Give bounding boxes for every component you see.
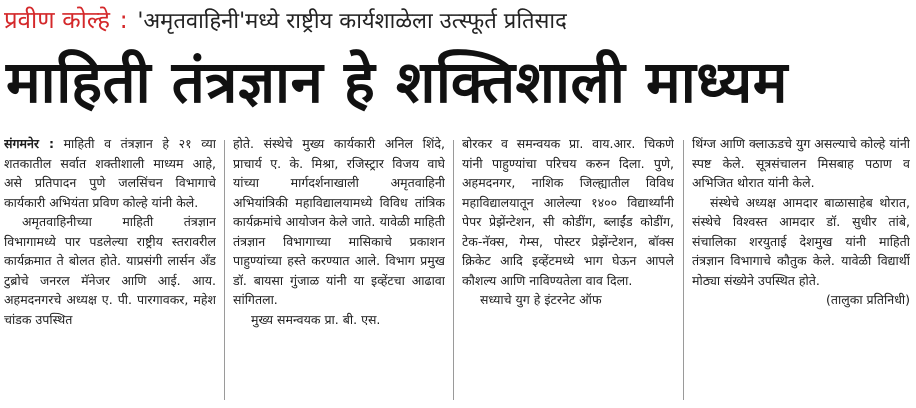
reporter-credit: (तालुका प्रतिनिधी) — [826, 292, 910, 307]
article-column-2 — [233, 134, 445, 406]
article-column-3 — [462, 134, 674, 406]
paragraph-text: अमृतवाहिनीच्या माहिती तंत्रज्ञान विभागामध्ये पार पडलेल्या राष्ट्रीय स्तरावरील कार्यक्रमात ते बोलत होते. याप्रसंगी लार्सन अँड टुब्रोचे जनरल मॅनेजर आणि आई. आय. अहमदनगरचे अध्यक्ष ए. पी. पारगावकर, महेश चांडक उपस्थित — [4, 214, 216, 327]
kicker-separator: : — [119, 6, 128, 34]
paragraph-text: बोरकर व समन्वयक प्रा. वाय.आर. चिकणे यांनी पाहुण्यांचा परिचय करुन दिला. पुणे, अहमदनगर, नाशिक जिल्ह्यातील विविध महाविद्यालयातून आलेल्या १४०० विद्यार्थ्यांनी पेपर प्रेझेंन्टेशन, सी कोडींग, ब्लाईंड कोडींग, टेक-नॅक्स, गेम्स, पोस्टर प्रेझेंन्टेशन, बॉक्स क्रिकेट आदि इव्हेंटमध्ये भाग घेऊन आपले कौशल्य आणि नाविण्यतेला वाव दिला. — [462, 136, 674, 288]
paragraph-text: माहिती व तंत्रज्ञान हे २१ व्या शतकातील सर्वात शक्तीशाली माध्यम आहे, असे प्रतिपादन पुणे जलसिंचन विभागाचे कार्यकारी अभियंता प्रविण कोल्हे यांनी केले. — [4, 136, 216, 210]
paragraph-text: संस्थेचे अध्यक्ष आमदार बाळासाहेब थोरात, संस्थेचे विश्वस्त आमदार डॉ. सुधीर तांबे, संचालिका शरयुताई देशमुख यांनी माहिती तंत्रज्ञान विभागाचे कौतुक केले. यावेळी विद्यार्थी मोठ्या संख्येने उपस्थित होते. — [692, 194, 910, 288]
article-body — [4, 134, 912, 406]
dateline: संगमनेर : — [4, 136, 54, 151]
paragraph-text: मुख्य समन्वयक प्रा. बी. एस. — [251, 311, 381, 327]
article-column-4 — [692, 134, 910, 406]
article-column-1 — [4, 134, 216, 406]
paragraph-text: होते. संस्थेचे मुख्य कार्यकारी अनिल शिंदे, प्राचार्य ए. के. मिश्रा, रजिस्ट्रार विजय वाघे यांच्या मार्गदर्शनाखाली अमृतवाहिनी अभियांत्रिकी महाविद्यालयामध्ये विविध तांत्रिक कार्यक्रमांचे आयोजन केले जाते. यावेळी माहिती तंत्रज्ञान विभागाच्या मासिकाचे प्रकाशन पाहुण्यांच्या हस्ते करण्यात आले. विभाग प्रमुख डॉ. बायसा गुंजाळ यांनी या इव्हेंटचा आढावा सांगितला. — [233, 136, 445, 307]
column-divider — [224, 140, 225, 400]
column-divider — [683, 140, 684, 400]
column-divider — [453, 140, 454, 400]
author-byline: प्रवीण कोल्हे — [4, 6, 110, 34]
paragraph-text: सध्याचे युग हे इंटरनेट ऑफ — [480, 292, 602, 307]
paragraph-text: थिंग्ज आणि क्लाऊडचे युग असल्याचे कोल्हे यांनी स्पष्ट केले. सूत्रसंचालन मिसबाह पठाण व अभिजित थोरात यांनी केले. — [692, 136, 910, 190]
article-kicker — [4, 1, 567, 39]
article-headline: माहिती तंत्रज्ञान हे शक्तिशाली माध्यम — [6, 48, 788, 116]
article-subtitle: 'अमृतवाहिनी'मध्ये राष्ट्रीय कार्यशाळेला उत्स्फूर्त प्रतिसाद — [137, 9, 567, 34]
